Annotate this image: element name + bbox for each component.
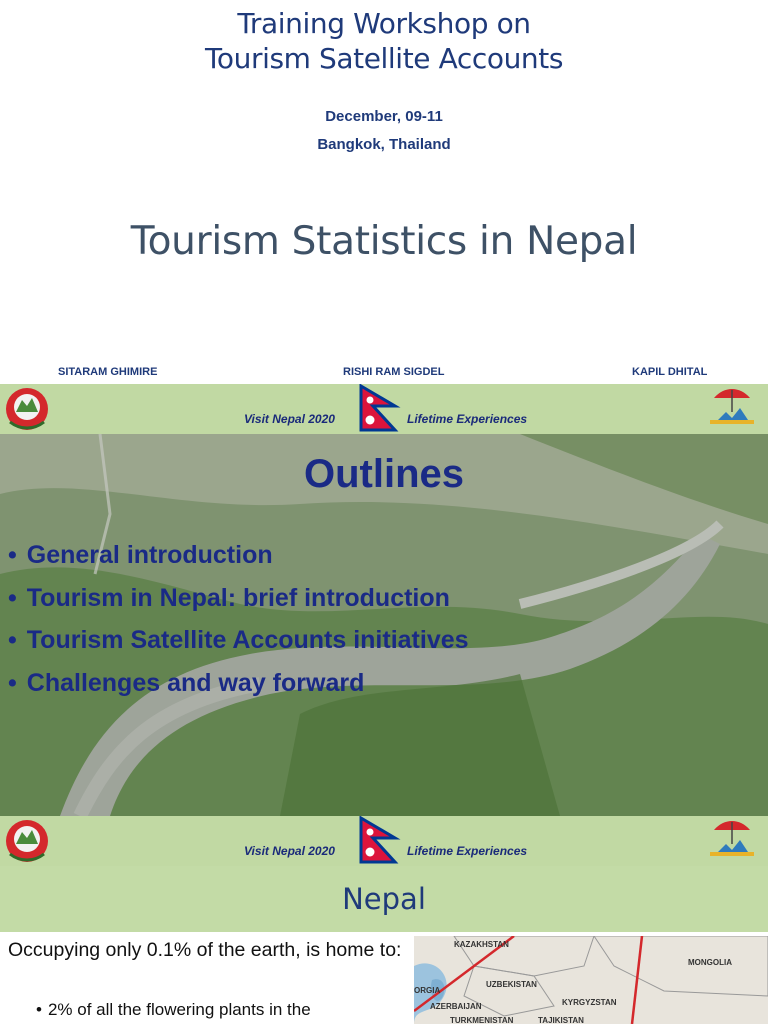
list-item: • Tourism in Nepal: brief introduction [8, 577, 469, 620]
banner-right-text: Lifetime Experiences [407, 412, 528, 426]
map-label: UZBEKISTAN [486, 980, 537, 989]
list-item: • Challenges and way forward [8, 662, 469, 705]
nepal-slide [0, 866, 768, 1024]
presentation-title: Tourism Statistics in Nepal [130, 219, 638, 264]
visit-nepal-logo-icon [700, 818, 762, 864]
map-label: ORGIA [414, 986, 441, 995]
author-name: RISHI RAM SIGDEL [343, 366, 445, 378]
nepal-slide-title: Nepal [342, 882, 426, 916]
nepal-flag-icon [357, 816, 401, 866]
list-item: • Tourism Satellite Accounts initiatives [8, 619, 469, 662]
nepal-emblem-icon [2, 386, 52, 432]
visit-nepal-banner-bottom [0, 816, 768, 866]
workshop-title [0, 6, 768, 76]
author-name: SITARAM GHIMIRE [58, 366, 158, 378]
nepal-emblem-icon [2, 818, 52, 864]
map-label: KAZAKHSTAN [454, 940, 509, 949]
outlines-title: Outlines [303, 452, 465, 496]
workshop-title-line2: Tourism Satellite Accounts [204, 42, 564, 75]
map-label: AZERBAIJAN [430, 1002, 482, 1011]
visit-nepal-logo-icon [700, 386, 762, 432]
workshop-date: December, 09-11 [325, 108, 443, 125]
banner-right-text: Lifetime Experiences [407, 844, 528, 858]
nepal-slide-header [0, 866, 768, 932]
workshop-title-line1: Training Workshop on [237, 7, 531, 40]
map-label: TAJIKISTAN [538, 1016, 584, 1024]
outline-list [8, 534, 469, 704]
workshop-place: Bangkok, Thailand [317, 136, 451, 153]
outlines-slide [0, 384, 768, 866]
map-label: KYRGYZSTAN [562, 998, 617, 1007]
nepal-flag-icon [357, 384, 401, 434]
title-slide [0, 0, 768, 384]
visit-nepal-banner [0, 384, 768, 434]
list-item: • General introduction [8, 534, 469, 577]
nepal-lead-text: Occupying only 0.1% of the earth, is home to: [8, 939, 402, 961]
banner-left-text: Visit Nepal 2020 [244, 412, 335, 426]
asia-map [414, 936, 768, 1024]
map-label: MONGOLIA [688, 958, 732, 967]
banner-left-text: Visit Nepal 2020 [244, 844, 335, 858]
nepal-bullet-item: • 2% of all the flowering plants in the [36, 998, 311, 1022]
map-label: TURKMENISTAN [450, 1016, 514, 1024]
author-name: KAPIL DHITAL [632, 366, 708, 378]
